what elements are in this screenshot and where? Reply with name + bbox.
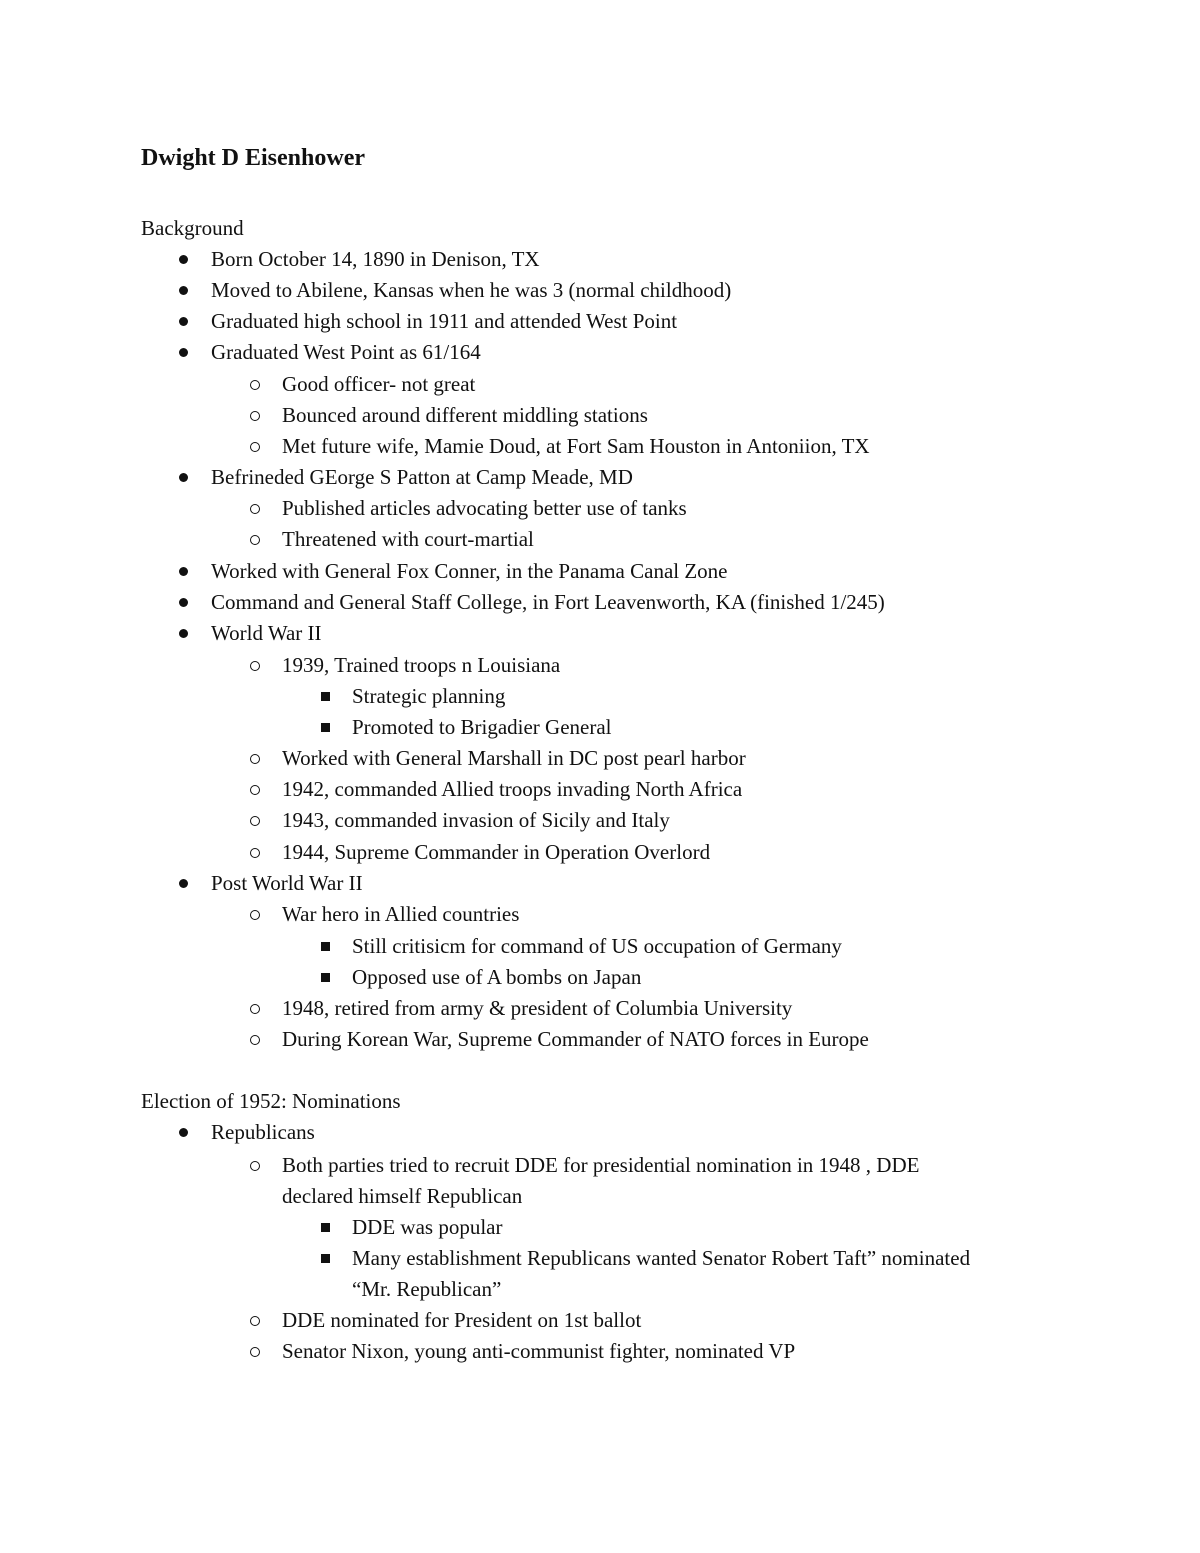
list-item [211,337,481,368]
list-item-text: 1943, commanded invasion of Sicily and Italy [282,808,670,832]
list-item-text: Worked with General Marshall in DC post pearl harbor [282,746,746,770]
bullet-disc-icon [179,598,188,607]
list-item [352,962,641,993]
list-item-text: 1939, Trained troops n Louisiana [282,653,561,677]
list-item [211,587,885,618]
bullet-disc-icon [179,1128,188,1137]
list-item [282,369,475,400]
list-item-text: Still critisicm for command of US occupation of Germany [352,934,842,958]
list-item [282,1305,641,1336]
list-item-text: Senator Nixon, young anti-communist fighter, nominated VP [282,1339,796,1363]
list-item-text: Republicans [211,1120,315,1144]
section-heading-election: Election of 1952: Nominations [141,1089,401,1113]
bullet-disc-icon [179,348,188,357]
list-item [352,712,612,743]
list-item [282,743,746,774]
list-item [282,650,560,681]
list-item [282,837,710,868]
bullet-circle-icon [250,504,260,514]
list-item [211,1117,315,1148]
bullet-disc-icon [179,286,188,295]
bullet-circle-icon [250,1035,260,1045]
bullet-disc-icon [179,567,188,576]
bullet-circle-icon [250,754,260,764]
list-item-text: DDE was popular [352,1215,503,1239]
list-item [282,1024,869,1055]
list-item [282,1150,919,1181]
bullet-disc-icon [179,317,188,326]
bullet-circle-icon [250,1347,260,1357]
bullet-disc-icon [179,255,188,264]
list-item [211,275,731,306]
list-item-text: 1948, retired from army & president of Columbia University [282,996,793,1020]
bullet-disc-icon [179,629,188,638]
section-heading-background: Background [141,216,244,240]
list-item-text: Met future wife, Mamie Doud, at Fort Sam Houston in Antoniion, TX [282,434,870,458]
bullet-square-icon [321,973,330,982]
bullet-circle-icon [250,910,260,920]
list-item-text: Good officer- not great [282,372,476,396]
bullet-circle-icon [250,380,260,390]
list-item [282,899,519,930]
list-item-text: 1944, Supreme Commander in Operation Overlord [282,840,711,864]
list-item [282,431,870,462]
list-item-text: DDE nominated for President on 1st ballot [282,1308,642,1332]
list-item [211,618,322,649]
list-item [282,993,792,1024]
list-item-text: World War II [211,621,322,645]
bullet-square-icon [321,1223,330,1232]
list-item [282,774,742,805]
list-item-text: Bounced around different middling stations [282,403,648,427]
bullet-circle-icon [250,535,260,545]
list-item-text: Moved to Abilene, Kansas when he was 3 (normal childhood) [211,278,732,302]
bullet-circle-icon [250,661,260,671]
list-item [282,1336,795,1367]
list-item [282,524,534,555]
list-item-text: Command and General Staff College, in Fort Leavenworth, KA (finished 1/245) [211,590,885,614]
list-item [211,868,363,899]
list-item-text: Born October 14, 1890 in Denison, TX [211,247,540,271]
list-item [211,244,540,275]
document-title: Dwight D Eisenhower [141,145,366,171]
list-item-text: Published articles advocating better use of tanks [282,496,687,520]
list-item [282,805,670,836]
list-item-text: Post World War II [211,871,363,895]
list-item [211,462,633,493]
bullet-circle-icon [250,816,260,826]
bullet-disc-icon [179,879,188,888]
list-item [282,493,687,524]
list-item-text: Worked with General Fox Conner, in the Panama Canal Zone [211,559,728,583]
bullet-square-icon [321,723,330,732]
list-item-text: Strategic planning [352,684,506,708]
list-item-text: During Korean War, Supreme Commander of NATO forces in Europe [282,1027,869,1051]
list-item [211,306,677,337]
bullet-circle-icon [250,411,260,421]
list-item [352,1212,502,1243]
list-item-continuation: declared himself Republican [282,1184,523,1208]
list-item-text: Graduated West Point as 61/164 [211,340,481,364]
bullet-circle-icon [250,785,260,795]
bullet-square-icon [321,1254,330,1263]
bullet-circle-icon [250,1004,260,1014]
list-item-text: Many establishment Republicans wanted Senator Robert Taft” nominated [352,1246,971,1270]
list-item-continuation: “Mr. Republican” [352,1277,502,1301]
list-item-text: Both parties tried to recruit DDE for presidential nomination in 1948 , DDE [282,1153,920,1177]
list-item [352,1243,970,1274]
list-item-text: Threatened with court-martial [282,527,534,551]
bullet-circle-icon [250,1316,260,1326]
list-item [352,681,505,712]
bullet-square-icon [321,942,330,951]
list-item-text: War hero in Allied countries [282,902,520,926]
list-item-text: Opposed use of A bombs on Japan [352,965,642,989]
list-item [211,556,728,587]
bullet-circle-icon [250,442,260,452]
list-item-text: Promoted to Brigadier General [352,715,612,739]
list-item-text: Befrineded GEorge S Patton at Camp Meade, MD [211,465,633,489]
list-item [352,931,842,962]
list-item-text: 1942, commanded Allied troops invading North Africa [282,777,743,801]
list-item-text: Graduated high school in 1911 and attended West Point [211,309,678,333]
bullet-disc-icon [179,473,188,482]
bullet-circle-icon [250,848,260,858]
bullet-circle-icon [250,1161,260,1171]
list-item [282,400,648,431]
bullet-square-icon [321,692,330,701]
